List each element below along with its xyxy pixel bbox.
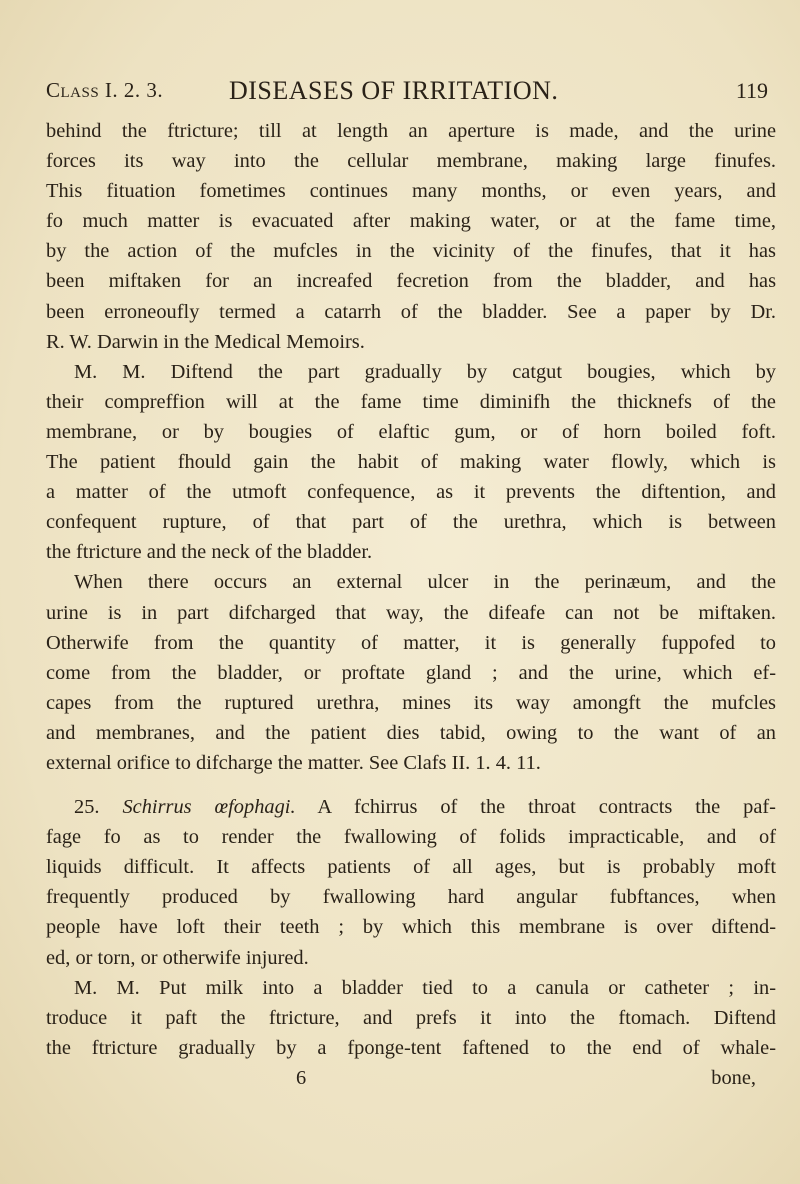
text-line: M. M. Diftend the part gradually by catgut bougies, which by (74, 360, 776, 383)
section-number: 25. (74, 796, 100, 819)
text-line: the ftricture gradually by a fponge-tent faftened to the end of whale- (46, 1036, 776, 1059)
text-line: fage fo as to render the fwallowing of folids impracticable, and of (46, 826, 776, 849)
text-line: troduce it paft the ftricture, and prefs it into the ftomach. Diftend (46, 1006, 776, 1029)
text-line: R. W. Darwin in the Medical Memoirs. (46, 330, 365, 353)
text-line: the ftricture and the neck of the bladder. (46, 541, 373, 564)
text-line: been erroneoufly termed a catarrh of the bladder. See a paper by Dr. (46, 300, 776, 323)
section-heading-line (46, 792, 776, 822)
text-line: forces its way into the cellular membrane, making large finufes. (46, 150, 776, 173)
section-text: A fchirrus of the throat contracts the paf- (317, 796, 776, 819)
running-header (46, 78, 776, 118)
text-line: When there occurs an external ulcer in the perinæum, and the (74, 571, 776, 594)
section-gap (46, 778, 776, 792)
text-line: capes from the ruptured urethra, mines its way amongft the mufcles (46, 691, 776, 714)
text-line: membrane, or by bougies of elaftic gum, or of horn boiled foft. (46, 420, 776, 443)
text-line: come from the bladder, or proftate gland ; and the urine, which ef- (46, 661, 776, 684)
chapter-title: DISEASES OF IRRITATION. (229, 76, 559, 105)
text-line: M. M. Put milk into a bladder tied to a canula or catheter ; in- (74, 976, 776, 999)
text-line: frequently produced by fwallowing hard angular fubftances, when (46, 886, 776, 909)
text-line: been miftaken for an increafed fecretion from the bladder, and has (46, 270, 776, 293)
page-footer (46, 1063, 776, 1093)
body-text (46, 116, 776, 1093)
catchword: bone, (711, 1066, 756, 1089)
text-line: behind the ftricture; till at length an aperture is made, and the urine (46, 120, 776, 142)
text-line: This fituation fometimes continues many months, or even years, and (46, 180, 776, 203)
page-number: 119 (735, 78, 768, 103)
text-line: a matter of the utmoft confequence, as it prevents the diftention, and (46, 481, 776, 504)
text-line: urine is in part difcharged that way, the difeafe can not be miftaken. (46, 601, 776, 624)
class-reference: Class I. 2. 3. (46, 78, 164, 102)
text-line: people have loft their teeth ; by which this membrane is over diftend- (46, 916, 776, 939)
text-line: and membranes, and the patient dies tabid, owing to the want of an (46, 721, 776, 744)
text-line: by the action of the mufcles in the vicinity of the finufes, that it has (46, 240, 776, 263)
text-line: Otherwife from the quantity of matter, it is generally fuppofed to (46, 631, 776, 654)
text-line: fo much matter is evacuated after making water, or at the fame time, (46, 210, 776, 233)
text-line: liquids difficult. It affects patients of all ages, but is probably moft (46, 856, 776, 879)
text-line: confequent rupture, of that part of the urethra, which is between (46, 511, 776, 534)
text-line: ed, or torn, or otherwife injured. (46, 946, 309, 969)
text-line: external orifice to difcharge the matter. See Clafs II. 1. 4. 11. (46, 751, 541, 774)
text-line: The patient fhould gain the habit of making water flowly, which is (46, 451, 776, 474)
text-line: their compreffion will at the fame time diminifh the thicknefs of the (46, 390, 776, 413)
section-title: Schirrus œfophagi. (122, 796, 296, 819)
signature-mark: 6 (296, 1066, 307, 1089)
